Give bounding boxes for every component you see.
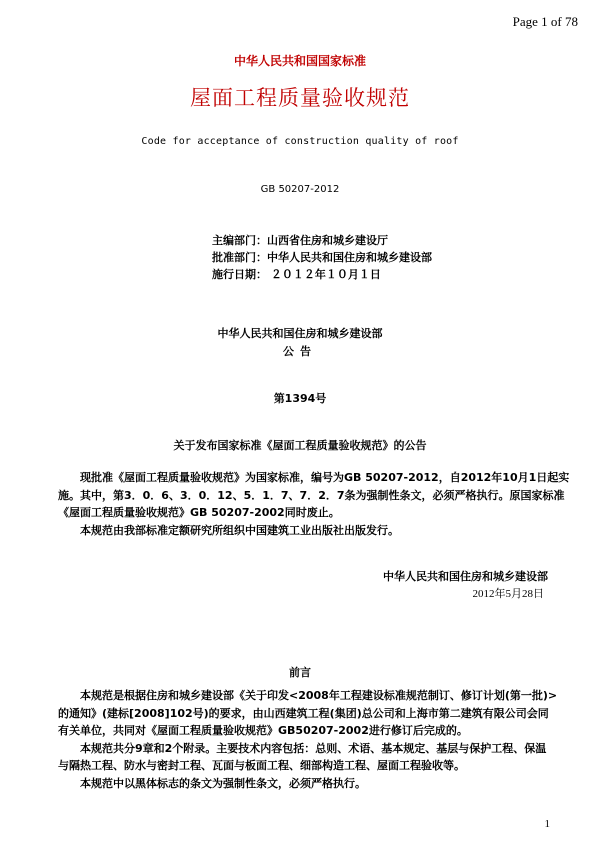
page-number-bottom: 1 bbox=[544, 818, 550, 830]
effective-date: 施行日期： ２０１２年１０月１日 bbox=[212, 268, 381, 281]
preface-line: 与隔热工程、防水与密封工程、瓦面与板面工程、细部构造工程、屋面工程验收等。 bbox=[58, 759, 465, 772]
standard-number: GB 50207-2012 bbox=[260, 184, 340, 195]
notice-title: 关于发布国家标准《屋面工程质量验收规范》的公告 bbox=[173, 439, 427, 452]
notice-line: 现批准《屋面工程质量验收规范》为国家标准，编号为GB 50207-2012，自2012年10月1日起实 bbox=[80, 471, 570, 484]
notice-type: 公告 bbox=[283, 345, 317, 358]
preface-heading: 前言 bbox=[289, 666, 311, 679]
metadata-block bbox=[212, 232, 432, 283]
preface-line: 有关单位，共同对《屋面工程质量验收规范》GB50207-2002进行修订后完成的。 bbox=[58, 724, 468, 737]
page-indicator-top: Page 1 of 78 bbox=[512, 14, 578, 29]
preface-body bbox=[58, 687, 558, 792]
notice-body bbox=[58, 469, 570, 539]
preface-line: 本规范是根据住房和城乡建设部《关于印发<2008年工程建设标准规范制订、修订计划(第一批)> bbox=[80, 689, 558, 702]
signature-organization: 中华人民共和国住房和城乡建设部 bbox=[383, 570, 548, 583]
notice-number: 第1394号 bbox=[273, 392, 327, 405]
notice-line: 本规范由我部标准定额研究所组织中国建筑工业出版社出版发行。 bbox=[80, 523, 399, 537]
preface-line: 本规范共分9章和2个附录。主要技术内容包括：总则、术语、基本规定、基层与保护工程、保温 bbox=[80, 741, 547, 755]
document-title: 屋面工程质量验收规范 bbox=[190, 86, 410, 110]
editor-department: 主编部门：山西省住房和城乡建设厅 bbox=[212, 234, 388, 247]
preface-line: 本规范中以黑体标志的条文为强制性条文，必须严格执行。 bbox=[80, 776, 366, 790]
notice-line: 施。其中，第3．0．6、3．0．12、5．1．7、7．2．7条为强制性条文，必须严格执行。原国家标准 bbox=[58, 488, 565, 502]
approval-department: 批准部门：中华人民共和国住房和城乡建设部 bbox=[212, 251, 432, 264]
preface-line: 的通知》(建标[2008]102号)的要求，由山西建筑工程(集团)总公司和上海市第二建筑有限公司会同 bbox=[58, 706, 549, 720]
standard-category-label: 中华人民共和国国家标准 bbox=[233, 54, 366, 68]
notice-line: 《屋面工程质量验收规范》GB 50207-2002同时废止。 bbox=[58, 506, 340, 519]
notice-issuer: 中华人民共和国住房和城乡建设部 bbox=[217, 327, 383, 340]
signature-date: 2012年5月28日 bbox=[472, 588, 544, 600]
document-title-english: Code for acceptance of construction quality of roof bbox=[141, 136, 459, 147]
